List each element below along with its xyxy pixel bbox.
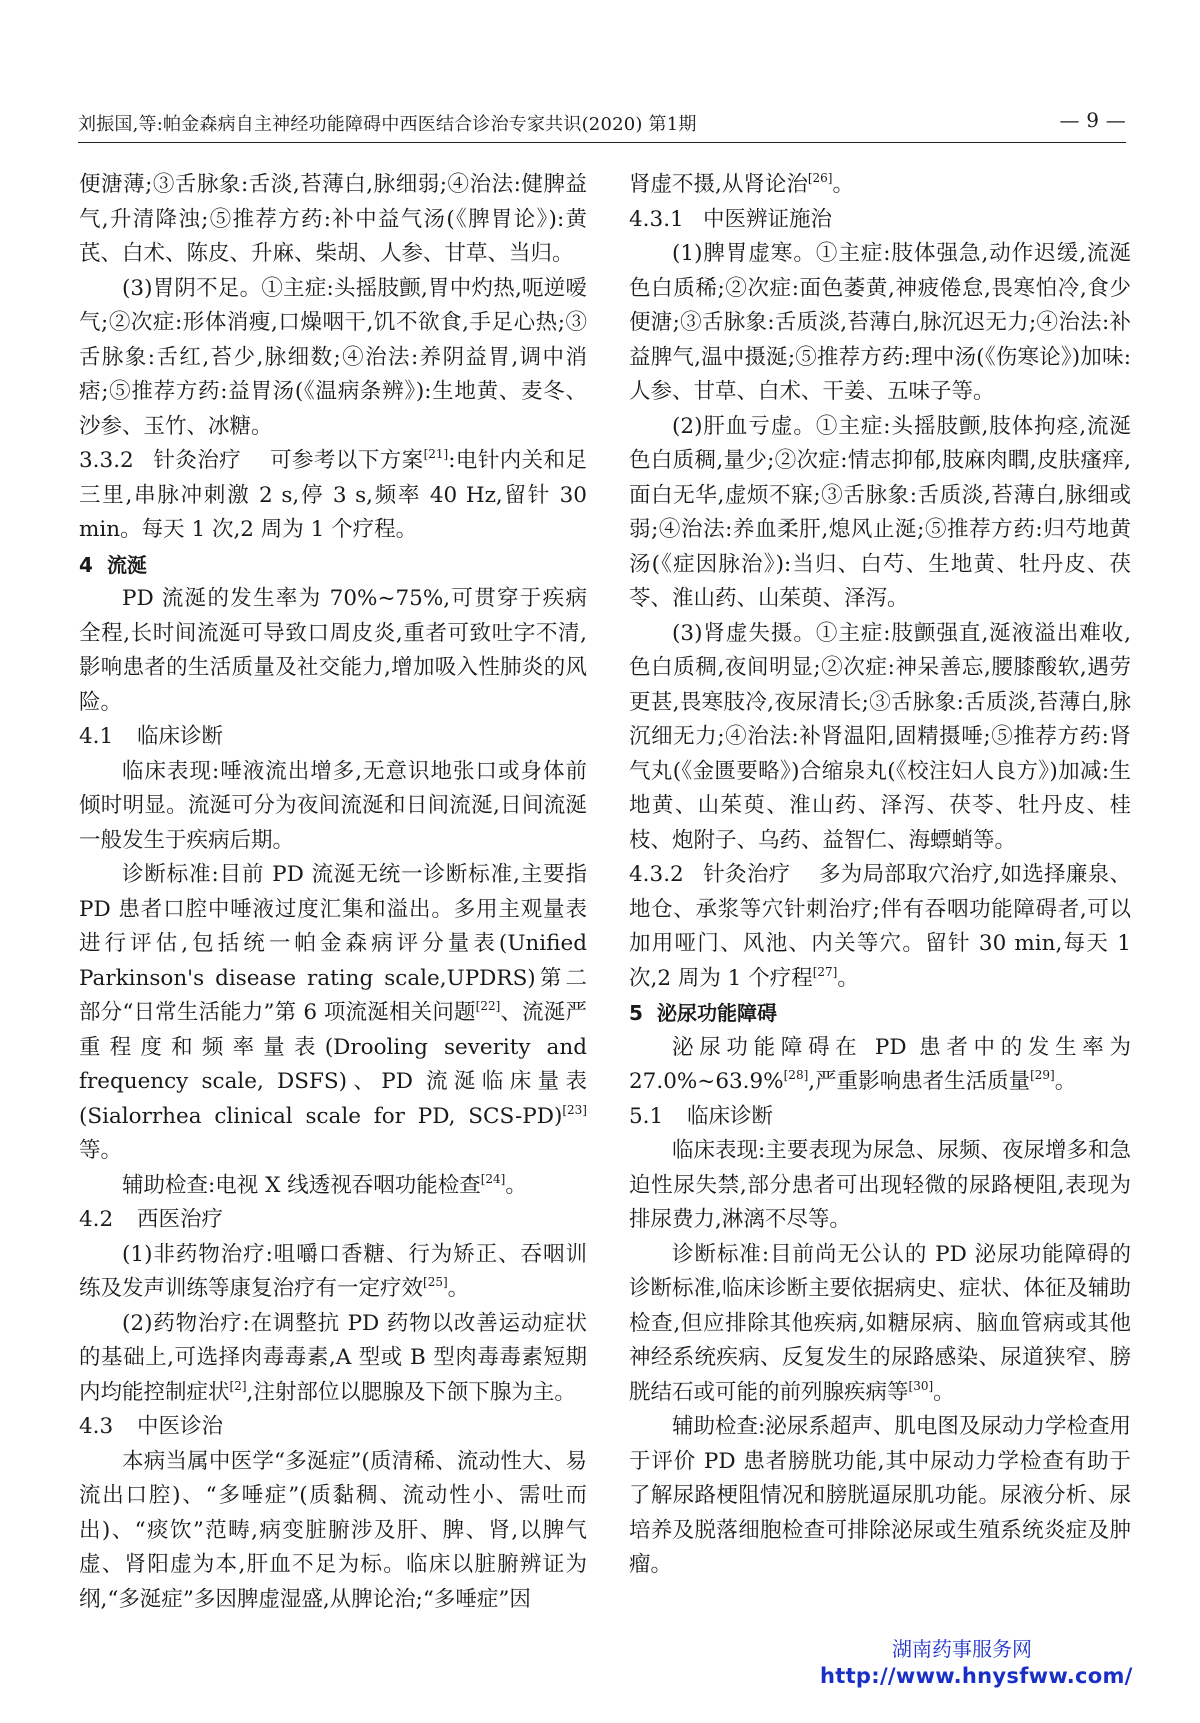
citation[interactable]: [21]	[423, 447, 449, 461]
citation[interactable]: [27]	[812, 964, 838, 979]
paragraph: PD 流涎的发生率为 70%~75%,可贯穿于疾病全程,长时间流涎可导致口周皮炎,重者可致吐字不清,影响患者的生活质量及社交能力,增加吸入性肺炎的风险。	[79, 586, 587, 715]
paragraph: 肾虚不摄,从肾论治[26]。	[629, 171, 854, 197]
citation[interactable]: [23]	[562, 1102, 587, 1117]
section-heading-4-3: 4.3 中医诊治	[79, 1414, 224, 1439]
paragraph: 辅助检查:电视 X 线透视吞咽功能检查[24]。	[122, 1171, 527, 1198]
section-heading-5: 5 泌尿功能障碍	[629, 1001, 777, 1025]
paragraph: (3)肾虚失摄。①主症:肢颤强直,涎液溢出难收,色白质稠,夜间明显;②次症:神呆善忘,腰膝酸软,遇劳更甚,畏寒肢冷,夜尿清长;③舌脉象:舌质淡,苔薄白,脉沉细无力;④治法:补肾温阳,固精摄唾;⑤推荐方药:肾气丸(《金匮要略》)合缩泉丸(《校注妇人良方》)加减:生地黄、山茱萸、淮山药、泽泻、茯苓、牡丹皮、桂枝、炮附子、乌药、益智仁、海螵蛸等。	[629, 620, 1131, 853]
paragraph: 临床表现:唾液流出增多,无意识地张口或身体前倾时明显。流涎可分为夜间流涎和日间流涎,日间流涎一般发生于疾病后期。	[79, 758, 587, 853]
header-rule	[78, 142, 1126, 143]
paragraph: (1)脾胃虚寒。①主症:肢体强急,动作迟缓,流涎色白质稀;②次症:面色萎黄,神疲倦怠,畏寒怕冷,食少便溏;③舌脉象:舌质淡,苔薄白,脉沉迟无力;④治法:补益脾气,温中摄涎;⑤推荐方药:理中汤(《伤寒论》)加味:人参、甘草、白术、干姜、五味子等。	[629, 241, 1131, 404]
site-url-link[interactable]: http://www.hnysfww.com/	[820, 1664, 1133, 1688]
paragraph: (2)肝血亏虚。①主症:头摇肢颤,肢体拘痉,流涎色白质稠,量少;②次症:情志抑郁,肢麻肉瞤,皮肤瘙痒,面白无华,虚烦不寐;③舌脉象:舌质淡,苔薄白,脉细或弱;④治法:养血柔肝,熄风止涎;⑤推荐方药:归芍地黄汤(《症因脉治》):当归、白芍、生地黄、牡丹皮、茯苓、淮山药、山茱萸、泽泻。	[629, 413, 1131, 611]
paragraph: 临床表现:主要表现为尿急、尿频、夜尿增多和急迫性尿失禁,部分患者可出现轻微的尿路梗阻,表现为排尿费力,淋漓不尽等。	[629, 1138, 1131, 1232]
paragraph: 诊断标准:目前 PD 流涎无统一诊断标准,主要指 PD 患者口腔中唾液过度汇集和溢出。多用主观量表进行评估,包括统一帕金森病评分量表(Unified Parkinson's disease rating scale,UPDRS)第二部分“日常生活能力”第 6 项流涎相关问题[22]、流涎严重程度和频率量表(Drooling severity and frequency scale, DSFS)、PD 流涎临床量表(Sialorrhea clinical scale for PD, SCS-PD)[23]等。	[79, 862, 587, 1163]
paragraph: 3.3.2 针灸治疗 可参考以下方案[21]:电针内关和足三里,串脉冲刺激 2 s,停 3 s,频率 40 Hz,留针 30 min。每天 1 次,2 周为 1 个疗程。	[79, 447, 587, 542]
citation[interactable]: [29]	[1030, 1068, 1055, 1082]
section-heading-4-3-2: 4.3.2 针灸治疗	[629, 862, 791, 887]
paragraph: 4.3.2 针灸治疗 多为局部取穴治疗,如选择廉泉、地仓、承浆等穴针刺治疗;伴有吞咽功能障碍者,可以加用哑门、风池、内关等穴。留针 30 min,每天 1 次,2 周为 1 个疗程[27]。	[629, 862, 1131, 991]
left-column	[79, 168, 587, 1617]
paragraph: 泌尿功能障碍在 PD 患者中的发生率为 27.0%~63.9%[28],严重影响患者生活质量[29]。	[629, 1034, 1131, 1094]
paragraph: (1)非药物治疗:咀嚼口香糖、行为矫正、吞咽训练及发声训练等康复治疗有一定疗效[25]。	[79, 1241, 587, 1301]
watermark	[820, 1633, 1150, 1688]
paragraph: 本病当属中医学“多涎症”(质清稀、流动性大、易流出口腔)、“多唾症”(质黏稠、流动性小、需吐而出)、“痰饮”范畴,病变脏腑涉及肝、脾、肾,以脾气虚、肾阳虚为本,肝血不足为标。临床以脏腑辨证为纲,“多涎症”多因脾虚湿盛,从脾论治;“多唾症”因	[79, 1448, 587, 1612]
right-column	[629, 168, 1131, 1583]
section-heading-4-2: 4.2 西医治疗	[79, 1207, 224, 1232]
citation[interactable]: [25]	[423, 1275, 448, 1289]
site-name: 湖南药事服务网	[892, 1637, 1032, 1661]
citation[interactable]: [22]	[475, 999, 501, 1013]
running-header	[78, 106, 1126, 146]
citation[interactable]: [28]	[783, 1068, 809, 1082]
citation[interactable]: [24]	[480, 1171, 506, 1186]
section-heading-4: 4 流涎	[79, 552, 147, 577]
section-heading-4-3-1: 4.3.1 中医辨证施治	[629, 206, 833, 232]
running-title: 刘振国,等:帕金森病自主神经功能障碍中西医结合诊治专家共识(2020) 第1期	[78, 114, 697, 135]
citation[interactable]: [2]	[229, 1378, 247, 1393]
paragraph: 便溏薄;③舌脉象:舌淡,苔薄白,脉细弱;④治法:健脾益气,升清降浊;⑤推荐方药:补中益气汤(《脾胃论》):黄芪、白术、陈皮、升麻、柴胡、人参、甘草、当归。	[79, 172, 587, 266]
citation[interactable]: [26]	[807, 171, 833, 185]
section-heading-5-1: 5.1 临床诊断	[629, 1103, 774, 1129]
paragraph: (2)药物治疗:在调整抗 PD 药物以改善运动症状的基础上,可选择肉毒毒素,A 型或 B 型肉毒毒素短期内均能控制症状[2],注射部位以腮腺及下颌下腺为主。	[79, 1310, 587, 1405]
section-heading-4-1: 4.1 临床诊断	[79, 724, 224, 749]
page-number: — 9 —	[1059, 108, 1126, 132]
section-heading-3-3-2: 3.3.2 针灸治疗	[79, 448, 242, 473]
paragraph: 诊断标准:目前尚无公认的 PD 泌尿功能障碍的诊断标准,临床诊断主要依据病史、症状、体征及辅助检查,但应排除其他疾病,如糖尿病、脑血管病或其他神经系统疾病、反复发生的尿路感染、尿道狭窄、膀胱结石或可能的前列腺疾病等[30]。	[629, 1241, 1131, 1405]
citation[interactable]: [30]	[908, 1378, 934, 1393]
paragraph: (3)胃阴不足。①主症:头摇肢颤,胃中灼热,呃逆嗳气;②次症:形体消瘦,口燥咽干,饥不欲食,手足心热;③舌脉象:舌红,苔少,脉细数;④治法:养阴益胃,调中消痞;⑤推荐方药:益胃汤(《温病条辨》):生地黄、麦冬、沙参、玉竹、冰糖。	[79, 275, 587, 439]
paragraph: 辅助检查:泌尿系超声、肌电图及尿动力学检查用于评价 PD 患者膀胱功能,其中尿动力学检查有助于了解尿路梗阻情况和膀胱逼尿肌功能。尿液分析、尿培养及脱落细胞检查可排除泌尿或生殖系统炎症及肿瘤。	[629, 1414, 1131, 1577]
